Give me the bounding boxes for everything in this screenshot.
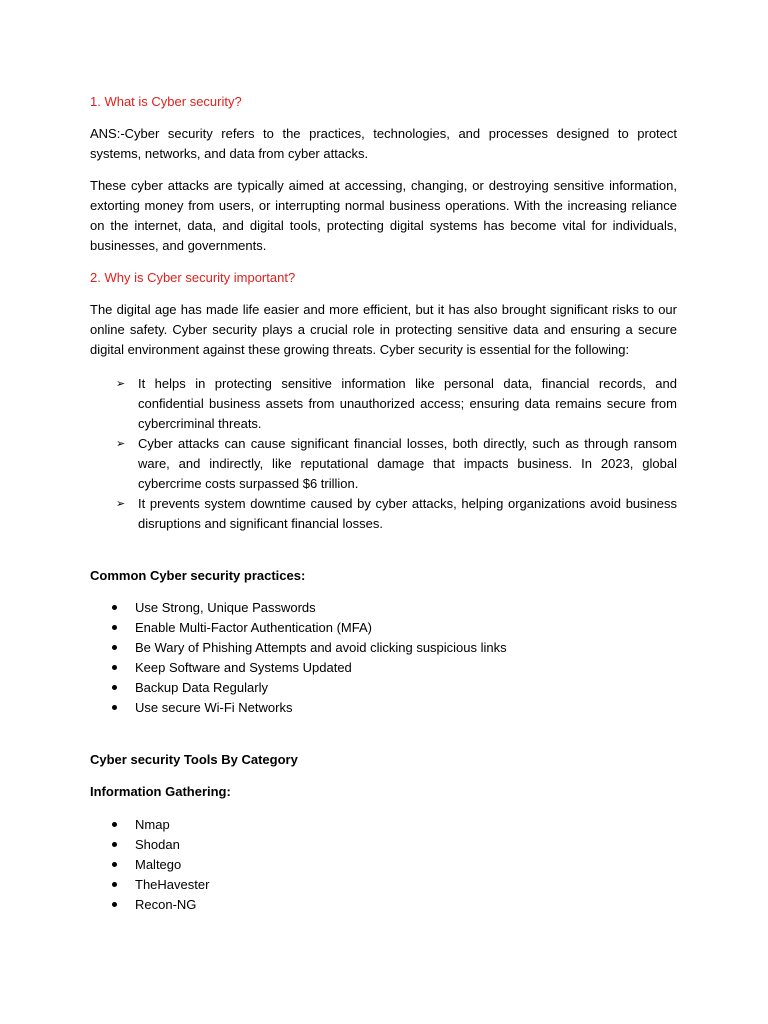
practice-item [90,658,677,678]
bullet-dot-icon [112,882,117,887]
bullet-dot-icon [112,665,117,670]
question-2-heading: 2. Why is Cyber security important? [90,270,296,285]
arrow-bullet-icon: ➢ [116,497,126,510]
importance-item [90,374,677,434]
tool-item-text: Nmap [135,817,170,832]
practice-item [90,598,677,618]
practice-item-text: Keep Software and Systems Updated [135,660,352,675]
document-page [90,92,677,915]
bullet-dot-icon [112,705,117,710]
practice-item [90,638,677,658]
arrow-bullet-icon: ➢ [116,377,126,390]
bullet-dot-icon [112,625,117,630]
bullet-dot-icon [112,645,117,650]
bullet-dot-icon [112,842,117,847]
tool-item [90,875,677,895]
practices-heading: Common Cyber security practices: [90,568,306,583]
importance-intro-paragraph: The digital age has made life easier and more efficient, but it has also brought significant risks to our online safety. Cyber security plays a crucial role in protecting sensitive data and ensuring a secure digital environment against these growing threats. Cyber security is essential for the following: [90,302,677,357]
tool-item [90,855,677,875]
tool-item-text: TheHavester [135,877,210,892]
bullet-dot-icon [112,605,117,610]
tool-item [90,815,677,835]
bullet-dot-icon [112,862,117,867]
importance-item [90,434,677,494]
importance-item-text: Cyber attacks can cause significant financial losses, both directly, such as through ransom ware, and indirectly, like reputational damage that impacts business. In 2023, global cybercrime costs surpassed $6 trillion. [138,436,677,491]
tools-heading: Cyber security Tools By Category [90,752,298,767]
cyber-attacks-paragraph: These cyber attacks are typically aimed at accessing, changing, or destroying sensitive information, extorting money from users, or interrupting normal business operations. With the increasing reliance on the internet, data, and digital tools, protecting digital systems has become vital for individuals, businesses, and governments. [90,178,677,253]
tool-item-text: Shodan [135,837,180,852]
tool-item [90,895,677,915]
arrow-bullet-icon: ➢ [116,437,126,450]
importance-item-text: It helps in protecting sensitive information like personal data, financial records, and confidential business assets from unauthorized access; ensuring data remains secure from cybercriminal threats. [138,376,677,431]
practice-item-text: Backup Data Regularly [135,680,268,695]
practice-item-text: Use secure Wi-Fi Networks [135,700,293,715]
tool-item-text: Maltego [135,857,182,872]
importance-list [90,374,677,534]
info-gathering-tools-list [90,815,677,915]
practice-item-text: Be Wary of Phishing Attempts and avoid clicking suspicious links [135,640,507,655]
info-gathering-heading: Information Gathering: [90,784,231,799]
question-1-heading: 1. What is Cyber security? [90,94,242,109]
practice-item [90,698,677,718]
tool-item [90,835,677,855]
practices-list [90,598,677,718]
tool-item-text: Recon-NG [135,897,197,912]
bullet-dot-icon [112,822,117,827]
importance-item [90,494,677,534]
importance-item-text: It prevents system downtime caused by cyber attacks, helping organizations avoid business disruptions and significant financial losses. [138,496,677,531]
practice-item-text: Use Strong, Unique Passwords [135,600,316,615]
bullet-dot-icon [112,685,117,690]
practice-item-text: Enable Multi-Factor Authentication (MFA) [135,620,372,635]
practice-item [90,618,677,638]
practice-item [90,678,677,698]
answer-1-paragraph: ANS:-Cyber security refers to the practices, technologies, and processes designed to protect systems, networks, and data from cyber attacks. [90,126,677,161]
bullet-dot-icon [112,902,117,907]
